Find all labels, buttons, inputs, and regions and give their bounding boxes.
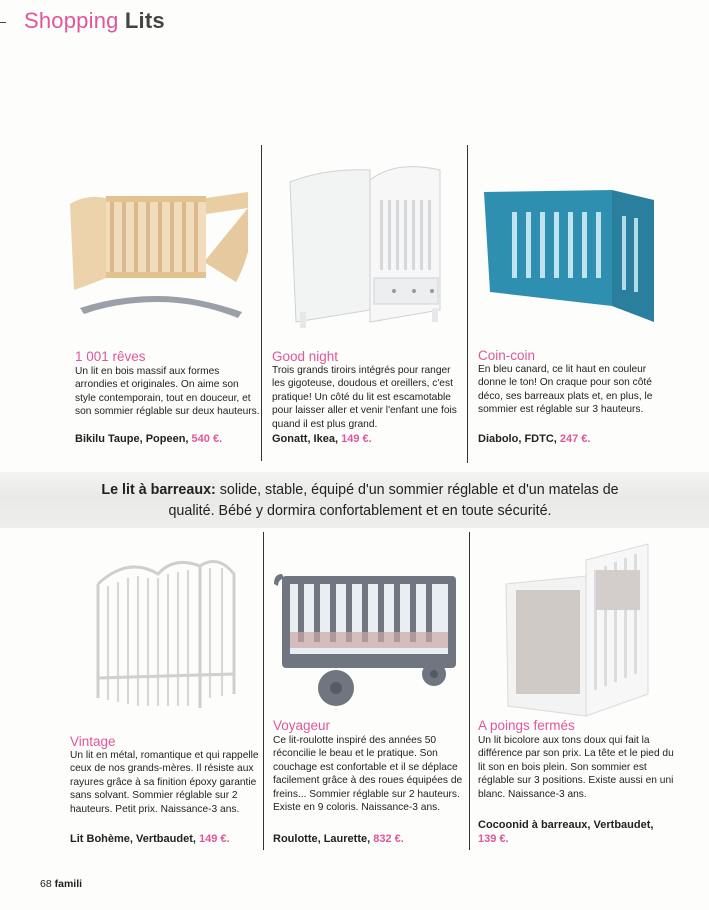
product-name: A poings fermés [478, 718, 575, 733]
product-name: 1 001 rêves [75, 349, 146, 364]
product-price: 139 €. [478, 833, 509, 845]
crib-image-teal [482, 186, 660, 328]
crib-image-white-drawers [286, 160, 448, 332]
column-divider [263, 532, 264, 850]
banner-lead: Le lit à barreaux: [101, 482, 216, 498]
product-description: Trois grands tiroirs intégrés pour ranger les gigoteuse, doudous et oreillers, c'est pratique! Un côté du lit est escamotable pour laisser aller et venir l'enfant une fois quand il est plus grand. [272, 365, 457, 430]
product-price: 247 €. [559, 433, 591, 445]
product-price: 540 €. [191, 433, 223, 445]
banner-body: solide, stable, équipé d'un sommier réglable et d'un matelas de qualité. Bébé y dormira confortablement et en toute sécurité. [168, 482, 619, 519]
margin-tick [0, 22, 6, 23]
page-number: 68 [40, 878, 52, 890]
product-brand: Roulotte, Laurette, [273, 833, 374, 845]
product-description: Un lit en métal, romantique et qui rappelle ceux de nos grands-mères. Il résiste aux rayures grâce à sa finition époxy garantie sans solvant. Sommier réglable sur 2 hauteurs. Petit prix. Naissance-3 ans. [70, 750, 259, 815]
column-divider [261, 145, 262, 461]
magazine-name: famili [54, 878, 83, 890]
product-brand: Gonatt, Ikea, [272, 433, 342, 445]
page-footer [40, 878, 82, 890]
product-description: Un lit bicolore aux tons doux qui fait la différence par son prix. La tête et le pied du lit son en bois plein. Son sommier est réglable sur 3 positions. Existe aussi en uni blanc. Naissance-3 ans. [478, 735, 674, 800]
product-name: Vintage [70, 734, 116, 749]
product-price: 149 €. [198, 833, 230, 845]
product-reference [75, 432, 261, 446]
product-name: Coin-coin [478, 348, 536, 363]
product-reference [273, 832, 467, 846]
product-name: Good night [272, 349, 339, 364]
crib-image-bicolor [502, 540, 654, 726]
crib-image-metal [88, 548, 238, 724]
crib-image-wagon [272, 570, 462, 712]
column-divider [469, 532, 470, 850]
product-reference [272, 432, 466, 446]
column-divider [467, 145, 468, 463]
crib-image-wooden [66, 188, 250, 328]
product-reference [478, 432, 668, 446]
section-title: Shopping [24, 8, 119, 33]
product-name: Voyageur [273, 718, 331, 733]
banner-text [90, 480, 630, 522]
product-price: 832 €. [373, 833, 404, 845]
product-brand: Diabolo, FDTC, [478, 433, 560, 445]
product-brand: Bikilu Taupe, Popeen, [75, 433, 192, 445]
product-reference [70, 832, 260, 846]
product-price: 149 €. [341, 433, 372, 445]
product-description: Un lit en bois massif aux formes arrondies et originales. On aime son style contemporain, tout en douceur, et son sommier réglable sur deux hauteurs. [75, 366, 260, 418]
category-title: Lits [124, 8, 165, 33]
product-description: Ce lit-roulotte inspiré des années 50 réconcilie le beau et le pratique. Son couchage est confortable et il se déplace facilement grâce à des roues équipées de freins... Sommier réglable sur 2 hauteurs. Existe en 9 coloris. Naissance-3 ans. [273, 735, 463, 814]
product-description: En bleu canard, ce lit haut en couleur donne le ton! On craque pour son côté déco, ses barreaux plats et, en plus, le sommier est réglable sur 3 hauteurs. [478, 364, 653, 416]
product-brand: Cocoonid à barreaux, Vertbaudet, [478, 819, 654, 831]
product-reference [478, 818, 674, 846]
product-brand: Lit Bohème, Vertbaudet, [70, 833, 199, 845]
section-header [24, 8, 165, 34]
